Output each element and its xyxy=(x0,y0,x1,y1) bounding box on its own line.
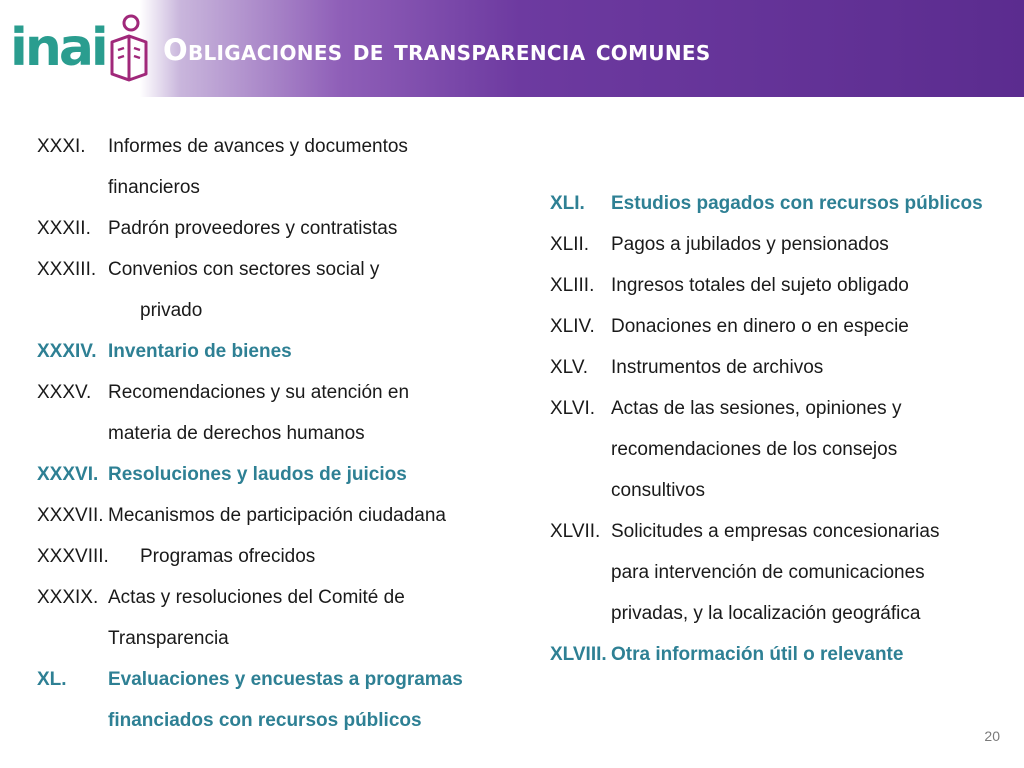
list-item-number: XLIV. xyxy=(550,316,595,337)
list-item xyxy=(550,183,1010,224)
list-item-number: XXXIX. xyxy=(37,587,99,608)
list-item-line xyxy=(37,208,507,249)
list-item xyxy=(37,659,507,741)
list-item xyxy=(37,249,507,331)
list-item-text: Ingresos totales del sujeto obligado xyxy=(611,275,909,296)
list-item-number: XXXVI. xyxy=(37,464,99,485)
list-item-text: Padrón proveedores y contratistas xyxy=(108,218,398,239)
list-item xyxy=(37,577,507,659)
list-item xyxy=(37,454,507,495)
list-item-line xyxy=(550,552,1010,593)
list-item-text: Transparencia xyxy=(108,628,229,649)
list-item-text: consultivos xyxy=(611,480,705,501)
list-item-line xyxy=(37,126,507,167)
list-item-text: Evaluaciones y encuestas a programas xyxy=(108,669,463,690)
list-item-text: privadas, y la localización geográfica xyxy=(611,603,921,624)
list-item-line xyxy=(550,429,1010,470)
list-item xyxy=(37,331,507,372)
list-item-number: XXXV. xyxy=(37,382,92,403)
list-item-line xyxy=(37,618,507,659)
list-item-number: XXXIII. xyxy=(37,259,97,280)
list-item xyxy=(550,388,1010,511)
list-item-line xyxy=(550,388,1010,429)
list-item xyxy=(550,511,1010,634)
list-item-line xyxy=(37,659,507,700)
list-item-text: para intervención de comunicaciones xyxy=(611,562,925,583)
list-item-text: Actas y resoluciones del Comité de xyxy=(108,587,405,608)
list-item-line xyxy=(37,413,507,454)
list-item-line xyxy=(550,634,1010,675)
list-item-line xyxy=(37,577,507,618)
left-obligations-list xyxy=(37,126,507,741)
list-item-line xyxy=(550,593,1010,634)
book-person-icon xyxy=(104,12,154,84)
list-item-text: Otra información útil o relevante xyxy=(611,644,904,665)
list-item-number: XLIII. xyxy=(550,275,595,296)
slide-header xyxy=(0,0,1024,97)
list-item xyxy=(37,208,507,249)
list-item-text: materia de derechos humanos xyxy=(108,423,365,444)
list-item-number: XLV. xyxy=(550,357,589,378)
list-item-number: XLVIII. xyxy=(550,644,607,665)
list-item-number: XL. xyxy=(37,669,67,690)
list-item-line xyxy=(37,454,507,495)
list-item-text: Mecanismos de participación ciudadana xyxy=(108,505,446,526)
list-item-number: XLI. xyxy=(550,193,585,214)
list-item xyxy=(550,265,1010,306)
list-item-line xyxy=(550,470,1010,511)
list-item-text: Actas de las sesiones, opiniones y xyxy=(611,398,902,419)
list-item xyxy=(550,347,1010,388)
inai-logo-text: inai xyxy=(10,18,106,78)
list-item-text: Convenios con sectores social y xyxy=(108,259,380,280)
list-item-text: recomendaciones de los consejos xyxy=(611,439,898,460)
list-item-text: Programas ofrecidos xyxy=(140,546,316,567)
list-item-text: Recomendaciones y su atención en xyxy=(108,382,410,403)
list-item-number: XLVII. xyxy=(550,521,601,542)
list-item-line xyxy=(550,511,1010,552)
list-item-text: Resoluciones y laudos de juicios xyxy=(108,464,407,485)
list-item-number: XLVI. xyxy=(550,398,596,419)
list-item-number: XXXI. xyxy=(37,136,86,157)
list-item-text: Solicitudes a empresas concesionarias xyxy=(611,521,940,542)
list-item-text: Estudios pagados con recursos públicos xyxy=(611,193,983,214)
list-item xyxy=(550,306,1010,347)
list-item-number: XXXVII. xyxy=(37,505,104,526)
list-item-line xyxy=(550,265,1010,306)
list-item xyxy=(37,495,507,536)
list-item-line xyxy=(37,249,507,290)
list-item-line xyxy=(37,700,507,741)
list-item-line xyxy=(550,347,1010,388)
list-item-text: Instrumentos de archivos xyxy=(611,357,824,378)
list-item-line xyxy=(37,536,507,577)
list-item-text: Inventario de bienes xyxy=(108,341,292,362)
right-obligations-list xyxy=(550,183,1010,675)
list-item-number: XXXII. xyxy=(37,218,91,239)
list-item-text: financiados con recursos públicos xyxy=(108,710,422,731)
list-item-line xyxy=(37,495,507,536)
list-item-text: privado xyxy=(140,300,203,321)
list-item xyxy=(37,536,507,577)
list-item-number: XLII. xyxy=(550,234,590,255)
list-item-number: XXXVIII. xyxy=(37,546,109,567)
list-item-line xyxy=(37,372,507,413)
list-item-text: Donaciones en dinero o en especie xyxy=(611,316,909,337)
list-item-text: financieros xyxy=(108,177,200,198)
list-item-line xyxy=(37,290,507,331)
list-item xyxy=(550,634,1010,675)
list-item-line xyxy=(37,167,507,208)
list-item-number: XXXIV. xyxy=(37,341,97,362)
list-item-text: Informes de avances y documentos xyxy=(108,136,408,157)
list-item xyxy=(37,372,507,454)
list-item-line xyxy=(37,331,507,372)
list-item-line xyxy=(550,306,1010,347)
list-item xyxy=(550,224,1010,265)
list-item-text: Pagos a jubilados y pensionados xyxy=(611,234,889,255)
page-number: 20 xyxy=(984,728,1000,744)
list-item xyxy=(37,126,507,208)
page-title: Obligaciones de transparencia comunes xyxy=(163,33,711,67)
list-item-line xyxy=(550,183,1010,224)
list-item-line xyxy=(550,224,1010,265)
